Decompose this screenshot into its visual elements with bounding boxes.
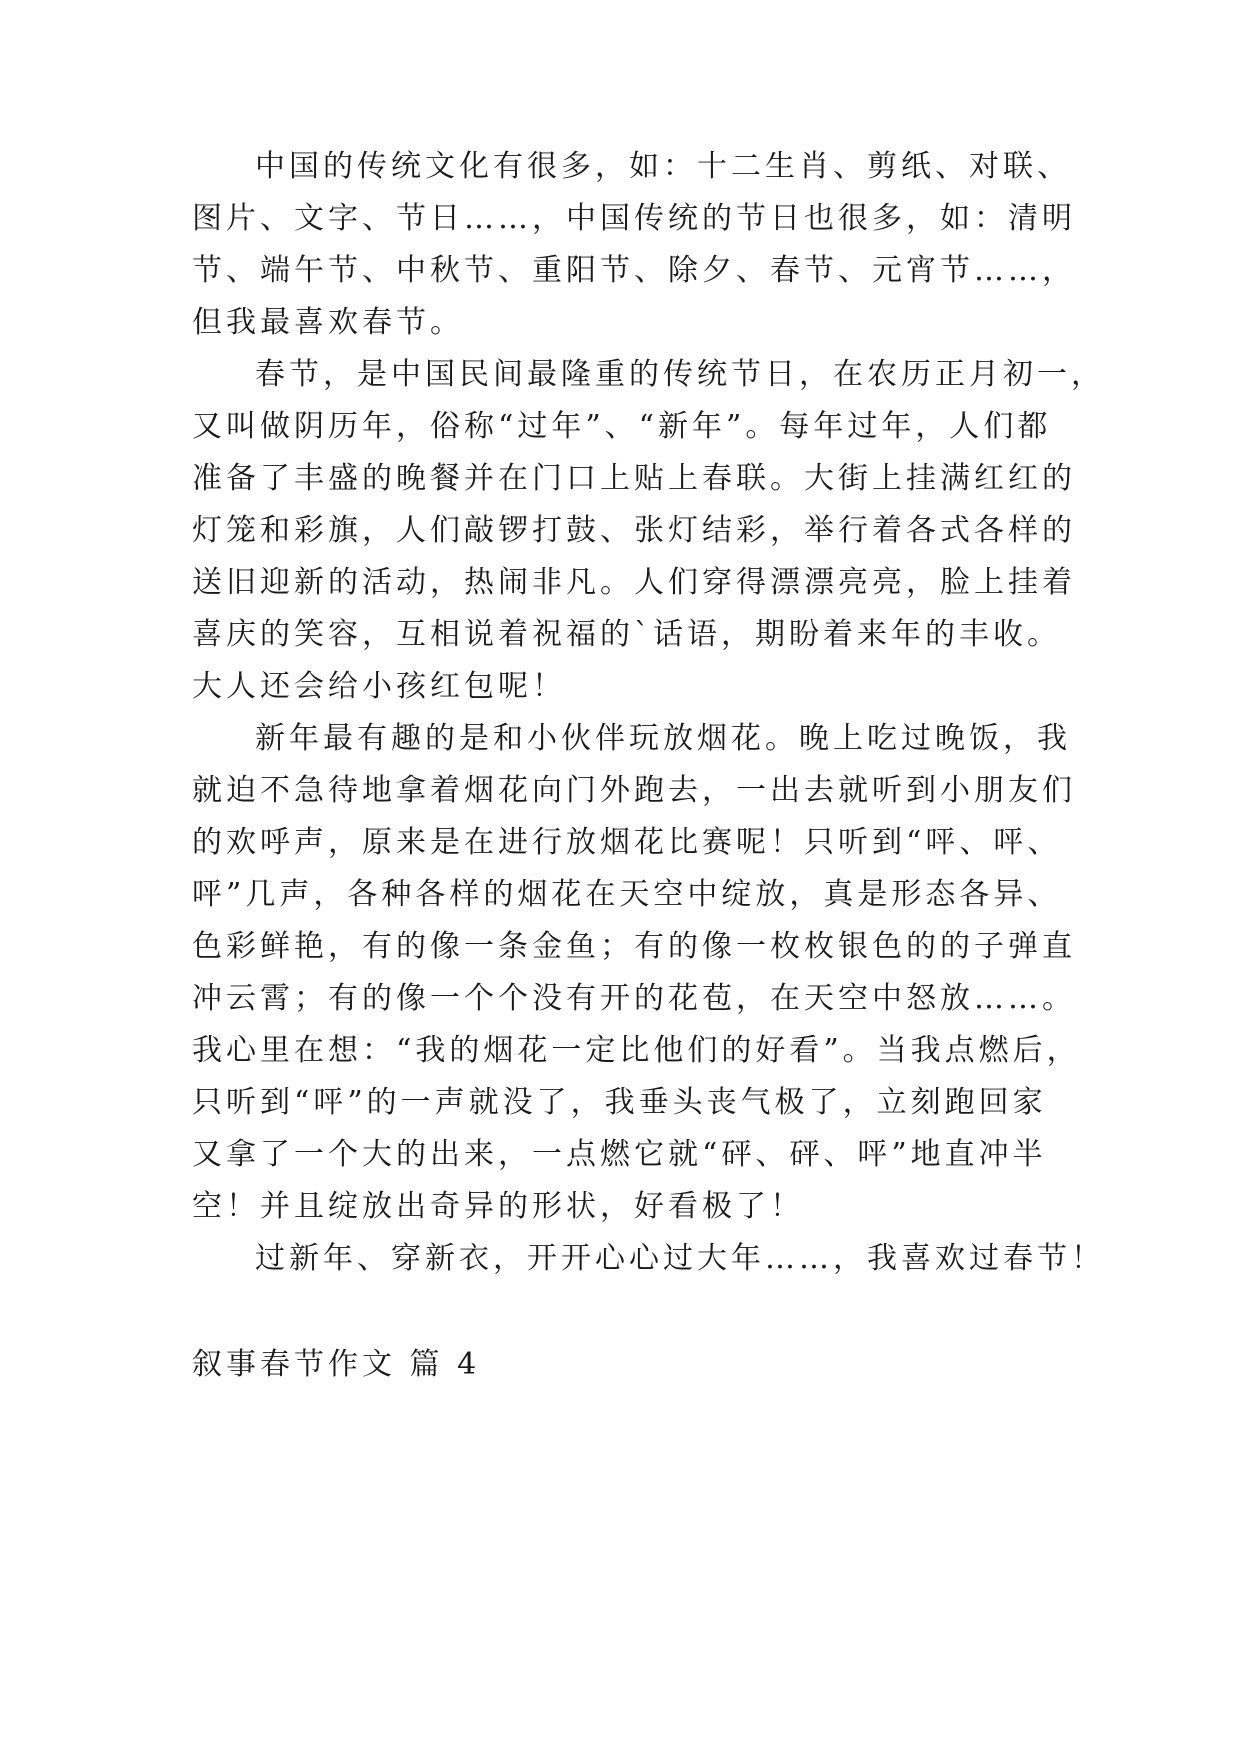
- paragraph-3-line-10: 空！并且绽放出奇异的形状，好看极了！: [192, 1189, 804, 1224]
- paragraph-1-line-4: 但我最喜欢春节。: [192, 305, 464, 340]
- paragraph-2-line-3: 准备了丰盛的晚餐并在门口上贴上春联。大街上挂满红红的: [192, 461, 1076, 496]
- paragraph-3-line-5: 色彩鲜艳，有的像一条金鱼；有的像一枚枚银色的的子弹直: [192, 929, 1076, 964]
- paragraph-1-line-3: 节、端午节、中秋节、重阳节、除夕、春节、元宵节……，: [192, 253, 1076, 288]
- paragraph-1-line-2: 图片、文字、节日……，中国传统的节日也很多，如：清明: [192, 201, 1076, 236]
- paragraph-2-line-6: 喜庆的笑容，互相说着祝福的`话语，期盼着来年的丰收。: [192, 617, 1061, 652]
- paragraph-3-line-8: 只听到“呯”的一声就没了，我垂头丧气极了，立刻跑回家: [192, 1085, 1047, 1120]
- paragraph-3-line-2: 就迫不急待地拿着烟花向门外跑去，一出去就听到小朋友们: [192, 773, 1076, 808]
- paragraph-2-line-1: 春节，是中国民间最隆重的传统节日，在农历正月初一，: [255, 357, 1105, 392]
- paragraph-3-line-9: 又拿了一个大的出来，一点燃它就“砰、砰、呯”地直冲半: [192, 1137, 1047, 1172]
- paragraph-3-line-7: 我心里在想：“我的烟花一定比他们的好看”。当我点燃后，: [192, 1033, 1081, 1068]
- paragraph-2-line-5: 送旧迎新的活动，热闹非凡。人们穿得漂漂亮亮，脸上挂着: [192, 565, 1076, 600]
- paragraph-2-line-4: 灯笼和彩旗，人们敲锣打鼓、张灯结彩，举行着各式各样的: [192, 513, 1076, 548]
- paragraph-1-line-1: 中国的传统文化有很多，如：十二生肖、剪纸、对联、: [255, 149, 1071, 184]
- paragraph-3-line-4: 呯”几声，各种各样的烟花在天空中绽放，真是形态各异、: [192, 877, 1062, 912]
- paragraph-3-line-3: 的欢呼声，原来是在进行放烟花比赛呢！只听到“呯、呯、: [192, 825, 1062, 860]
- paragraph-2-line-7: 大人还会给小孩红包呢！: [192, 669, 566, 704]
- paragraph-3-line-1: 新年最有趣的是和小伙伴玩放烟花。晚上吃过晚饭，我: [255, 721, 1071, 756]
- section-heading: 叙事春节作文 篇 4: [192, 1347, 481, 1382]
- paragraph-3-line-6: 冲云霄；有的像一个个没有开的花苞，在天空中怒放……。: [192, 981, 1076, 1016]
- paragraph-4-line-1: 过新年、穿新衣，开开心心过大年……，我喜欢过春节！: [255, 1241, 1105, 1276]
- paragraph-2-line-2: 又叫做阴历年，俗称“过年”、“新年”。每年过年，人们都: [192, 409, 1052, 444]
